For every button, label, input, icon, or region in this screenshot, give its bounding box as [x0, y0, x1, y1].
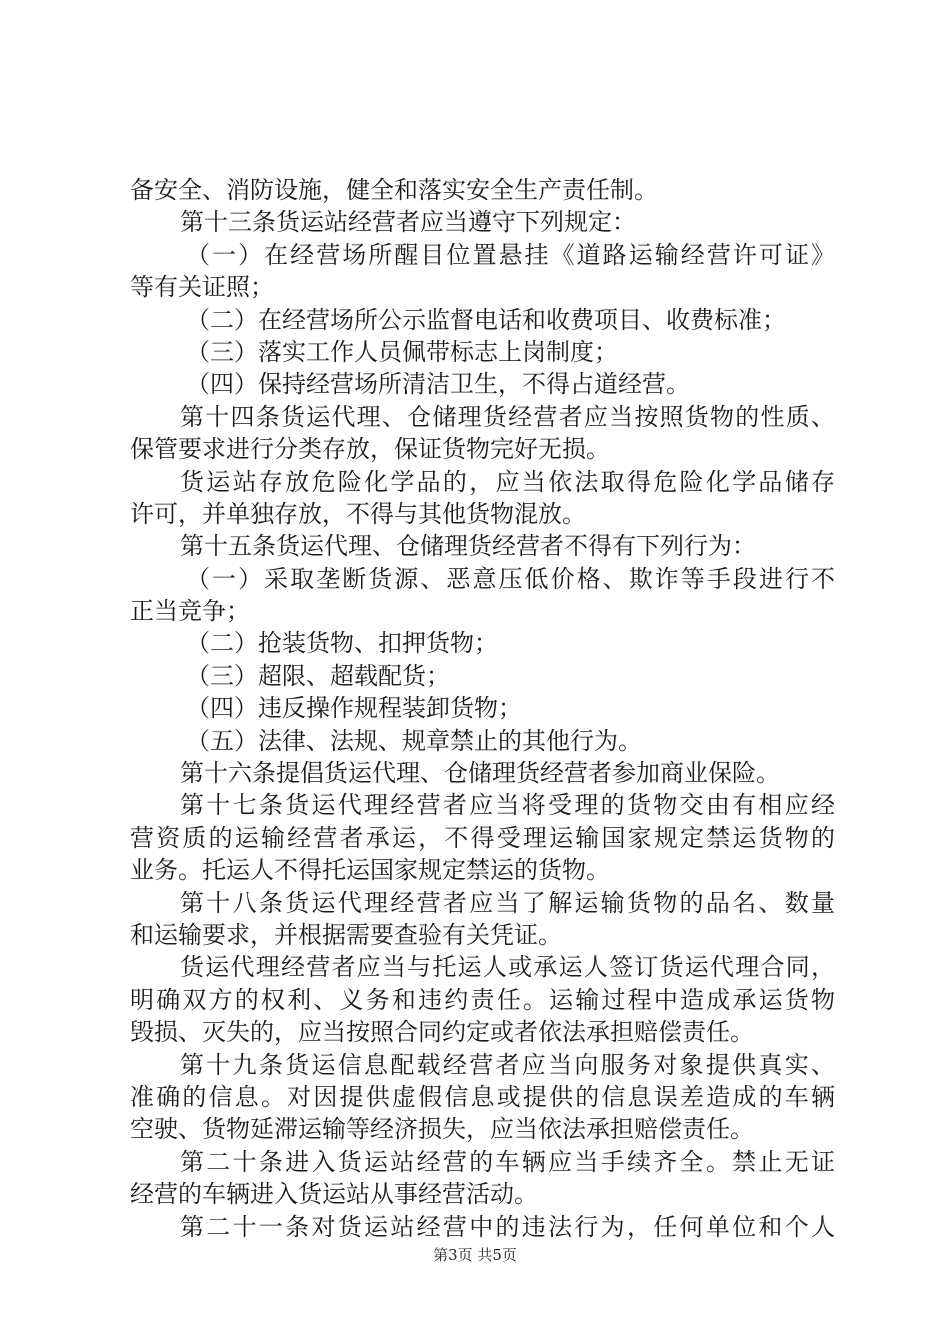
- text-line: 第十四条货运代理、仓储理货经营者应当按照货物的性质、: [180, 402, 835, 431]
- text-line: 第十九条货运信息配载经营者应当向服务对象提供真实、: [180, 1050, 835, 1079]
- text-line: 货运代理经营者应当与托运人或承运人签订货运代理合同，: [180, 953, 835, 982]
- text-line: 第十五条货运代理、仓储理货经营者不得有下列行为：: [180, 532, 756, 561]
- text-line: （一）在经营场所醒目位置悬挂《道路运输经营许可证》: [186, 240, 835, 269]
- text-line: 第十六条提倡货运代理、仓储理货经营者参加商业保险。: [180, 759, 780, 788]
- text-line: （三）落实工作人员佩带标志上岗制度；: [186, 337, 618, 366]
- text-line: 保管要求进行分类存放，保证货物完好无损。: [130, 435, 610, 464]
- text-line: （四）保持经营场所清洁卫生，不得占道经营。: [186, 370, 690, 399]
- text-line: 空驶、货物延滞运输等经济损失，应当依法承担赔偿责任。: [130, 1115, 754, 1144]
- page-number-label: 第3页 共5页: [433, 1246, 517, 1264]
- text-line: 许可，并单独存放，不得与其他货物混放。: [130, 499, 586, 528]
- text-line: 正当竞争；: [130, 597, 250, 626]
- text-line: 第十三条货运站经营者应当遵守下列规定：: [180, 208, 636, 237]
- text-line: （二）抢装货物、扣押货物；: [186, 629, 498, 658]
- text-line: 第二十一条对货运站经营中的违法行为，任何单位和个人: [180, 1212, 835, 1241]
- text-line: 第十七条货运代理经营者应当将受理的货物交由有相应经: [180, 791, 835, 820]
- text-line: 等有关证照；: [130, 273, 274, 302]
- text-line: （三）超限、超载配货；: [186, 661, 450, 690]
- text-line: 和运输要求，并根据需要查验有关凭证。: [130, 920, 562, 949]
- text-line: 第二十条进入货运站经营的车辆应当手续齐全。禁止无证: [180, 1147, 835, 1176]
- document-body: [130, 174, 835, 1243]
- text-line: 营资质的运输经营者承运，不得受理运输国家规定禁运货物的: [130, 823, 835, 852]
- text-line: （二）在经营场所公示监督电话和收费项目、收费标准；: [186, 305, 786, 334]
- text-line: （一）采取垄断货源、恶意压低价格、欺诈等手段进行不: [186, 564, 835, 593]
- text-line: （四）违反操作规程装卸货物；: [186, 694, 522, 723]
- text-line: 备安全、消防设施，健全和落实安全生产责任制。: [130, 176, 658, 204]
- text-line: （五）法律、法规、规章禁止的其他行为。: [186, 726, 642, 755]
- text-line: 经营的车辆进入货运站从事经营活动。: [130, 1180, 538, 1209]
- text-line: 准确的信息。对因提供虚假信息或提供的信息误差造成的车辆: [130, 1082, 835, 1111]
- page-footer: [0, 1245, 950, 1265]
- text-line: 毁损、灭失的，应当按照合同约定或者依法承担赔偿责任。: [130, 1018, 754, 1047]
- text-line: 第十八条货运代理经营者应当了解运输货物的品名、数量: [180, 888, 835, 917]
- text-line: 明确双方的权利、义务和违约责任。运输过程中造成承运货物: [130, 985, 835, 1014]
- text-line: 业务。托运人不得托运国家规定禁运的货物。: [130, 856, 610, 885]
- text-line: 货运站存放危险化学品的，应当依法取得危险化学品储存: [180, 467, 835, 496]
